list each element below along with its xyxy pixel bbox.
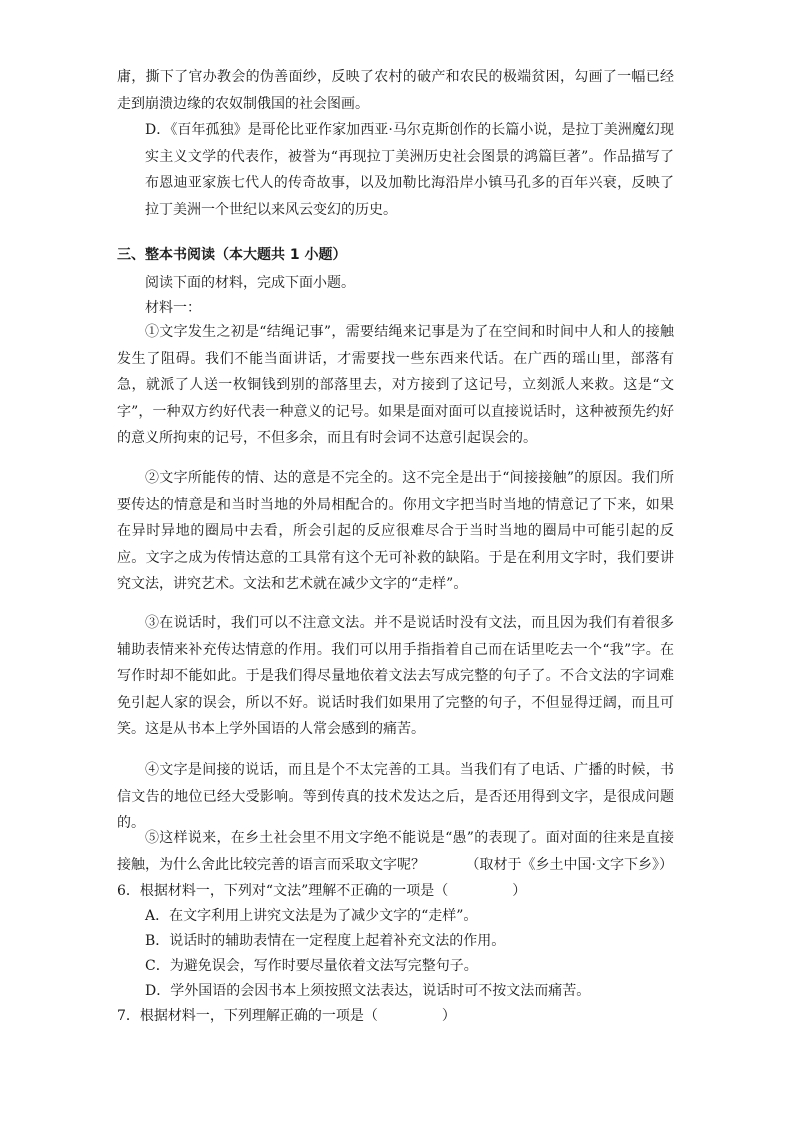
paragraph-3: ③在说话时，我们可以不注意文法。并不是说话时没有文法，而且因为我们有着很多辅助表情来补充传达情意的作用。我们可以用手指指着自己而在话里吃去一个“我”字。在写作时却不能如此。于是我们得尽量地依着文法去写成完整的句子了。不合文法的字词难免引起人家的误会，所以不好。说话时我们如果用了完整的句子，不但显得迂阔，而且可笑。这是从书本上学外国语的人常会感到的痛苦。 [117,615,674,737]
question-6-stem [117,878,526,904]
question-6-text: 6．根据材料一，下列对“文法”理解不正确的一项是（ [117,883,449,899]
option-c: C．为避免误会，写作时要尽量依着文法写完整句子。 [145,958,478,974]
paragraph-1: ①文字发生之初是“结绳记事”，需要结绳来记事是为了在空间和时间中人和人的接触发生了阻碍。我们不能当面讲话，才需要找一些东西来代话。在广西的瑶山里，部落有急，就派了人送一枚铜钱到别的部落里去，对方接到了这记号，立刻派人来救。这是“文字”，一种双方约好代表一种意义的记号。如果是面对面可以直接说话时，这种被预先约好的意义所拘束的记号，不但多余，而且有时会词不达意引起误会的。 [117,324,674,446]
question-6-close: ） [512,883,527,899]
paragraph-5: ⑤这样说来，在乡土社会里不用文字绝不能说是“愚”的表现了。面对面的往来是直接接触，为什么舍此比较完善的语言而采取文字呢？ [117,830,674,873]
option-c-continuation: 庸，撕下了官办教会的伪善面纱，反映了农村的破产和农民的极端贫困，勾画了一幅已经走到崩溃边缘的农奴制俄国的社会图画。 [117,69,674,112]
source-citation: （取材于《乡土中国·文字下乡》） [465,857,673,873]
paragraph-4: ④文字是间接的说话，而且是个不太完善的工具。当我们有了电话、广播的时候，书信文告的地位已经大受影响。等到传真的技术发达之后，是否还用得到文字，是很成问题的。 [117,762,674,831]
option-d: D．学外国语的会因书本上须按照文法表达，说话时可不按文法而痛苦。 [145,983,591,999]
question-7-close: ） [441,1008,456,1024]
option-b: B．说话时的辅助表情在一定程度上起着补充文法的作用。 [145,933,506,949]
paragraph-2: ②文字所能传的情、达的意是不完全的。这不完全是出于“间接接触”的原因。我们所要传达的情意是和当时当地的外局相配合的。你用文字把当时当地的情意记了下来，如果在异时异地的圈局中去看，所会引起的反应很难尽合于当时当地的圈局中可能引起的反应。文字之成为传情达意的工具常有这个无可补救的缺陷。于是在利用文字时，我们要讲究文法，讲究艺术。文法和艺术就在减少文字的“走样”。 [117,470,674,592]
material-label: 材料一： [145,300,201,316]
option-a: A．在文字利用上讲究文法是为了减少文字的“走样”。 [145,908,478,924]
section-heading: 三、整本书阅读（本大题共 1 小题） [117,247,347,263]
question-7-stem [117,1003,456,1029]
instruction-text: 阅读下面的材料，完成下面小题。 [145,275,355,291]
question-7-text: 7．根据材料一，下列理解正确的一项是（ [117,1008,378,1024]
option-d-text: D．《百年孤独》是哥伦比亚作家加西亚·马尔克斯创作的长篇小说，是拉丁美洲魔幻现实主义文学的代表作，被誉为“再现拉丁美洲历史社会图景的鸿篇巨著”。作品描写了布恩迪亚家族七代人的传奇故事，以及加勒比海沿岸小镇马孔多的百年兴衰，反映了拉丁美洲一个世纪以来风云变幻的历史。 [145,122,674,218]
